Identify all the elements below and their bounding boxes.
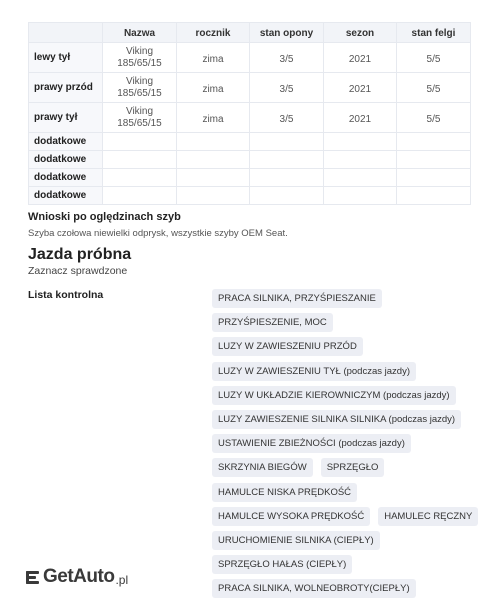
checklist-chip[interactable]: LUZY W UKŁADZIE KIEROWNICZYM (podczas jazdy) xyxy=(212,386,456,405)
row-label: dodatkowe xyxy=(29,151,103,169)
row-label: lewy tył xyxy=(29,43,103,73)
chip-row xyxy=(212,362,474,386)
empty-cell xyxy=(397,133,471,151)
getauto-logo-icon xyxy=(26,569,40,585)
chip-row xyxy=(212,579,474,603)
checklist-chip[interactable]: SKRZYNIA BIEGÓW xyxy=(212,458,313,477)
table-row xyxy=(29,169,471,187)
cell-name: Viking 185/65/15 xyxy=(103,73,177,103)
cell-year: zima xyxy=(177,73,250,103)
cell-tire-state: 3/5 xyxy=(250,43,324,73)
table-row xyxy=(29,103,471,133)
empty-cell xyxy=(177,187,250,205)
empty-cell xyxy=(177,151,250,169)
header-tire-state: stan opony xyxy=(250,23,324,43)
glass-conclusions-text: Szyba czołowa niewielki odprysk, wszystkie szyby OEM Seat. xyxy=(28,228,288,239)
checklist-chip[interactable]: SPRZĘGŁO xyxy=(321,458,385,477)
cell-tire-state: 3/5 xyxy=(250,103,324,133)
table-row xyxy=(29,187,471,205)
empty-cell xyxy=(324,133,397,151)
table-row xyxy=(29,43,471,73)
checklist-chip[interactable]: PRACA SILNIKA, WOLNEOBROTY(CIEPŁY) xyxy=(212,579,416,598)
cell-name: Viking 185/65/15 xyxy=(103,43,177,73)
row-label: dodatkowe xyxy=(29,187,103,205)
empty-cell xyxy=(250,169,324,187)
empty-cell xyxy=(103,187,177,205)
checklist-chip[interactable]: PRZYŚPIESZENIE, MOC xyxy=(212,313,333,332)
checklist-chip[interactable]: USTAWIENIE ZBIEŻNOŚCI (podczas jazdy) xyxy=(212,434,411,453)
empty-cell xyxy=(103,151,177,169)
cell-season: 2021 xyxy=(324,103,397,133)
row-label: prawy przód xyxy=(29,73,103,103)
header-season: sezon xyxy=(324,23,397,43)
tire-table xyxy=(28,22,471,205)
empty-cell xyxy=(324,169,397,187)
checklist-chip[interactable]: URUCHOMIENIE SILNIKA (CIEPŁY) xyxy=(212,531,380,550)
cell-tire-state: 3/5 xyxy=(250,73,324,103)
cell-name: Viking 185/65/15 xyxy=(103,103,177,133)
cell-rim-state: 5/5 xyxy=(397,103,471,133)
table-row xyxy=(29,151,471,169)
glass-conclusions-title: Wnioski po oględzinach szyb xyxy=(28,211,181,223)
row-label: prawy tył xyxy=(29,103,103,133)
empty-cell xyxy=(103,169,177,187)
checklist-chip[interactable]: HAMULCE WYSOKA PRĘDKOŚĆ xyxy=(212,507,370,526)
row-label: dodatkowe xyxy=(29,133,103,151)
empty-cell xyxy=(324,187,397,205)
checklist-label: Lista kontrolna xyxy=(28,289,104,301)
chip-row xyxy=(212,289,474,313)
header-cell xyxy=(29,23,103,43)
test-drive-subtitle: Zaznacz sprawdzone xyxy=(28,265,128,277)
chip-row xyxy=(212,410,474,434)
test-drive-title: Jazda próbna xyxy=(28,246,132,263)
empty-cell xyxy=(250,187,324,205)
empty-cell xyxy=(324,151,397,169)
chip-row xyxy=(212,531,474,555)
empty-cell xyxy=(250,151,324,169)
tire-table-header xyxy=(29,23,471,43)
cell-season: 2021 xyxy=(324,43,397,73)
checklist-chip[interactable]: LUZY W ZAWIESZENIU TYŁ (podczas jazdy) xyxy=(212,362,416,381)
chip-row xyxy=(212,555,474,579)
cell-season: 2021 xyxy=(324,73,397,103)
checklist-chip[interactable]: SPRZĘGŁO HAŁAS (CIEPŁY) xyxy=(212,555,352,574)
chip-row xyxy=(212,434,474,458)
empty-cell xyxy=(103,133,177,151)
table-row xyxy=(29,133,471,151)
checklist-chip[interactable]: LUZY ZAWIESZENIE SILNIKA SILNIKA (podczas jazdy) xyxy=(212,410,461,429)
row-label: dodatkowe xyxy=(29,169,103,187)
cell-rim-state: 5/5 xyxy=(397,43,471,73)
chip-row xyxy=(212,458,474,482)
checklist-chip[interactable]: LUZY W ZAWIESZENIU PRZÓD xyxy=(212,337,363,356)
checklist-chips xyxy=(212,289,474,603)
cell-year: zima xyxy=(177,103,250,133)
empty-cell xyxy=(397,169,471,187)
chip-row xyxy=(212,313,474,337)
header-rim-state: stan felgi xyxy=(397,23,471,43)
table-row xyxy=(29,73,471,103)
empty-cell xyxy=(177,133,250,151)
empty-cell xyxy=(250,133,324,151)
getauto-logo xyxy=(26,566,128,588)
logo-text: GetAuto xyxy=(43,566,115,587)
checklist-chip[interactable]: PRACA SILNIKA, PRZYŚPIESZANIE xyxy=(212,289,382,308)
chip-row xyxy=(212,507,474,531)
checklist-chip[interactable]: HAMULCE NISKA PRĘDKOŚĆ xyxy=(212,483,357,502)
chip-row xyxy=(212,337,474,361)
cell-year: zima xyxy=(177,43,250,73)
header-year: rocznik xyxy=(177,23,250,43)
header-name: Nazwa xyxy=(103,23,177,43)
checklist-chip[interactable]: HAMULEC RĘCZNY xyxy=(378,507,478,526)
cell-rim-state: 5/5 xyxy=(397,73,471,103)
empty-cell xyxy=(397,151,471,169)
chip-row xyxy=(212,386,474,410)
logo-tld: .pl xyxy=(115,572,129,587)
empty-cell xyxy=(177,169,250,187)
chip-row xyxy=(212,483,474,507)
empty-cell xyxy=(397,187,471,205)
